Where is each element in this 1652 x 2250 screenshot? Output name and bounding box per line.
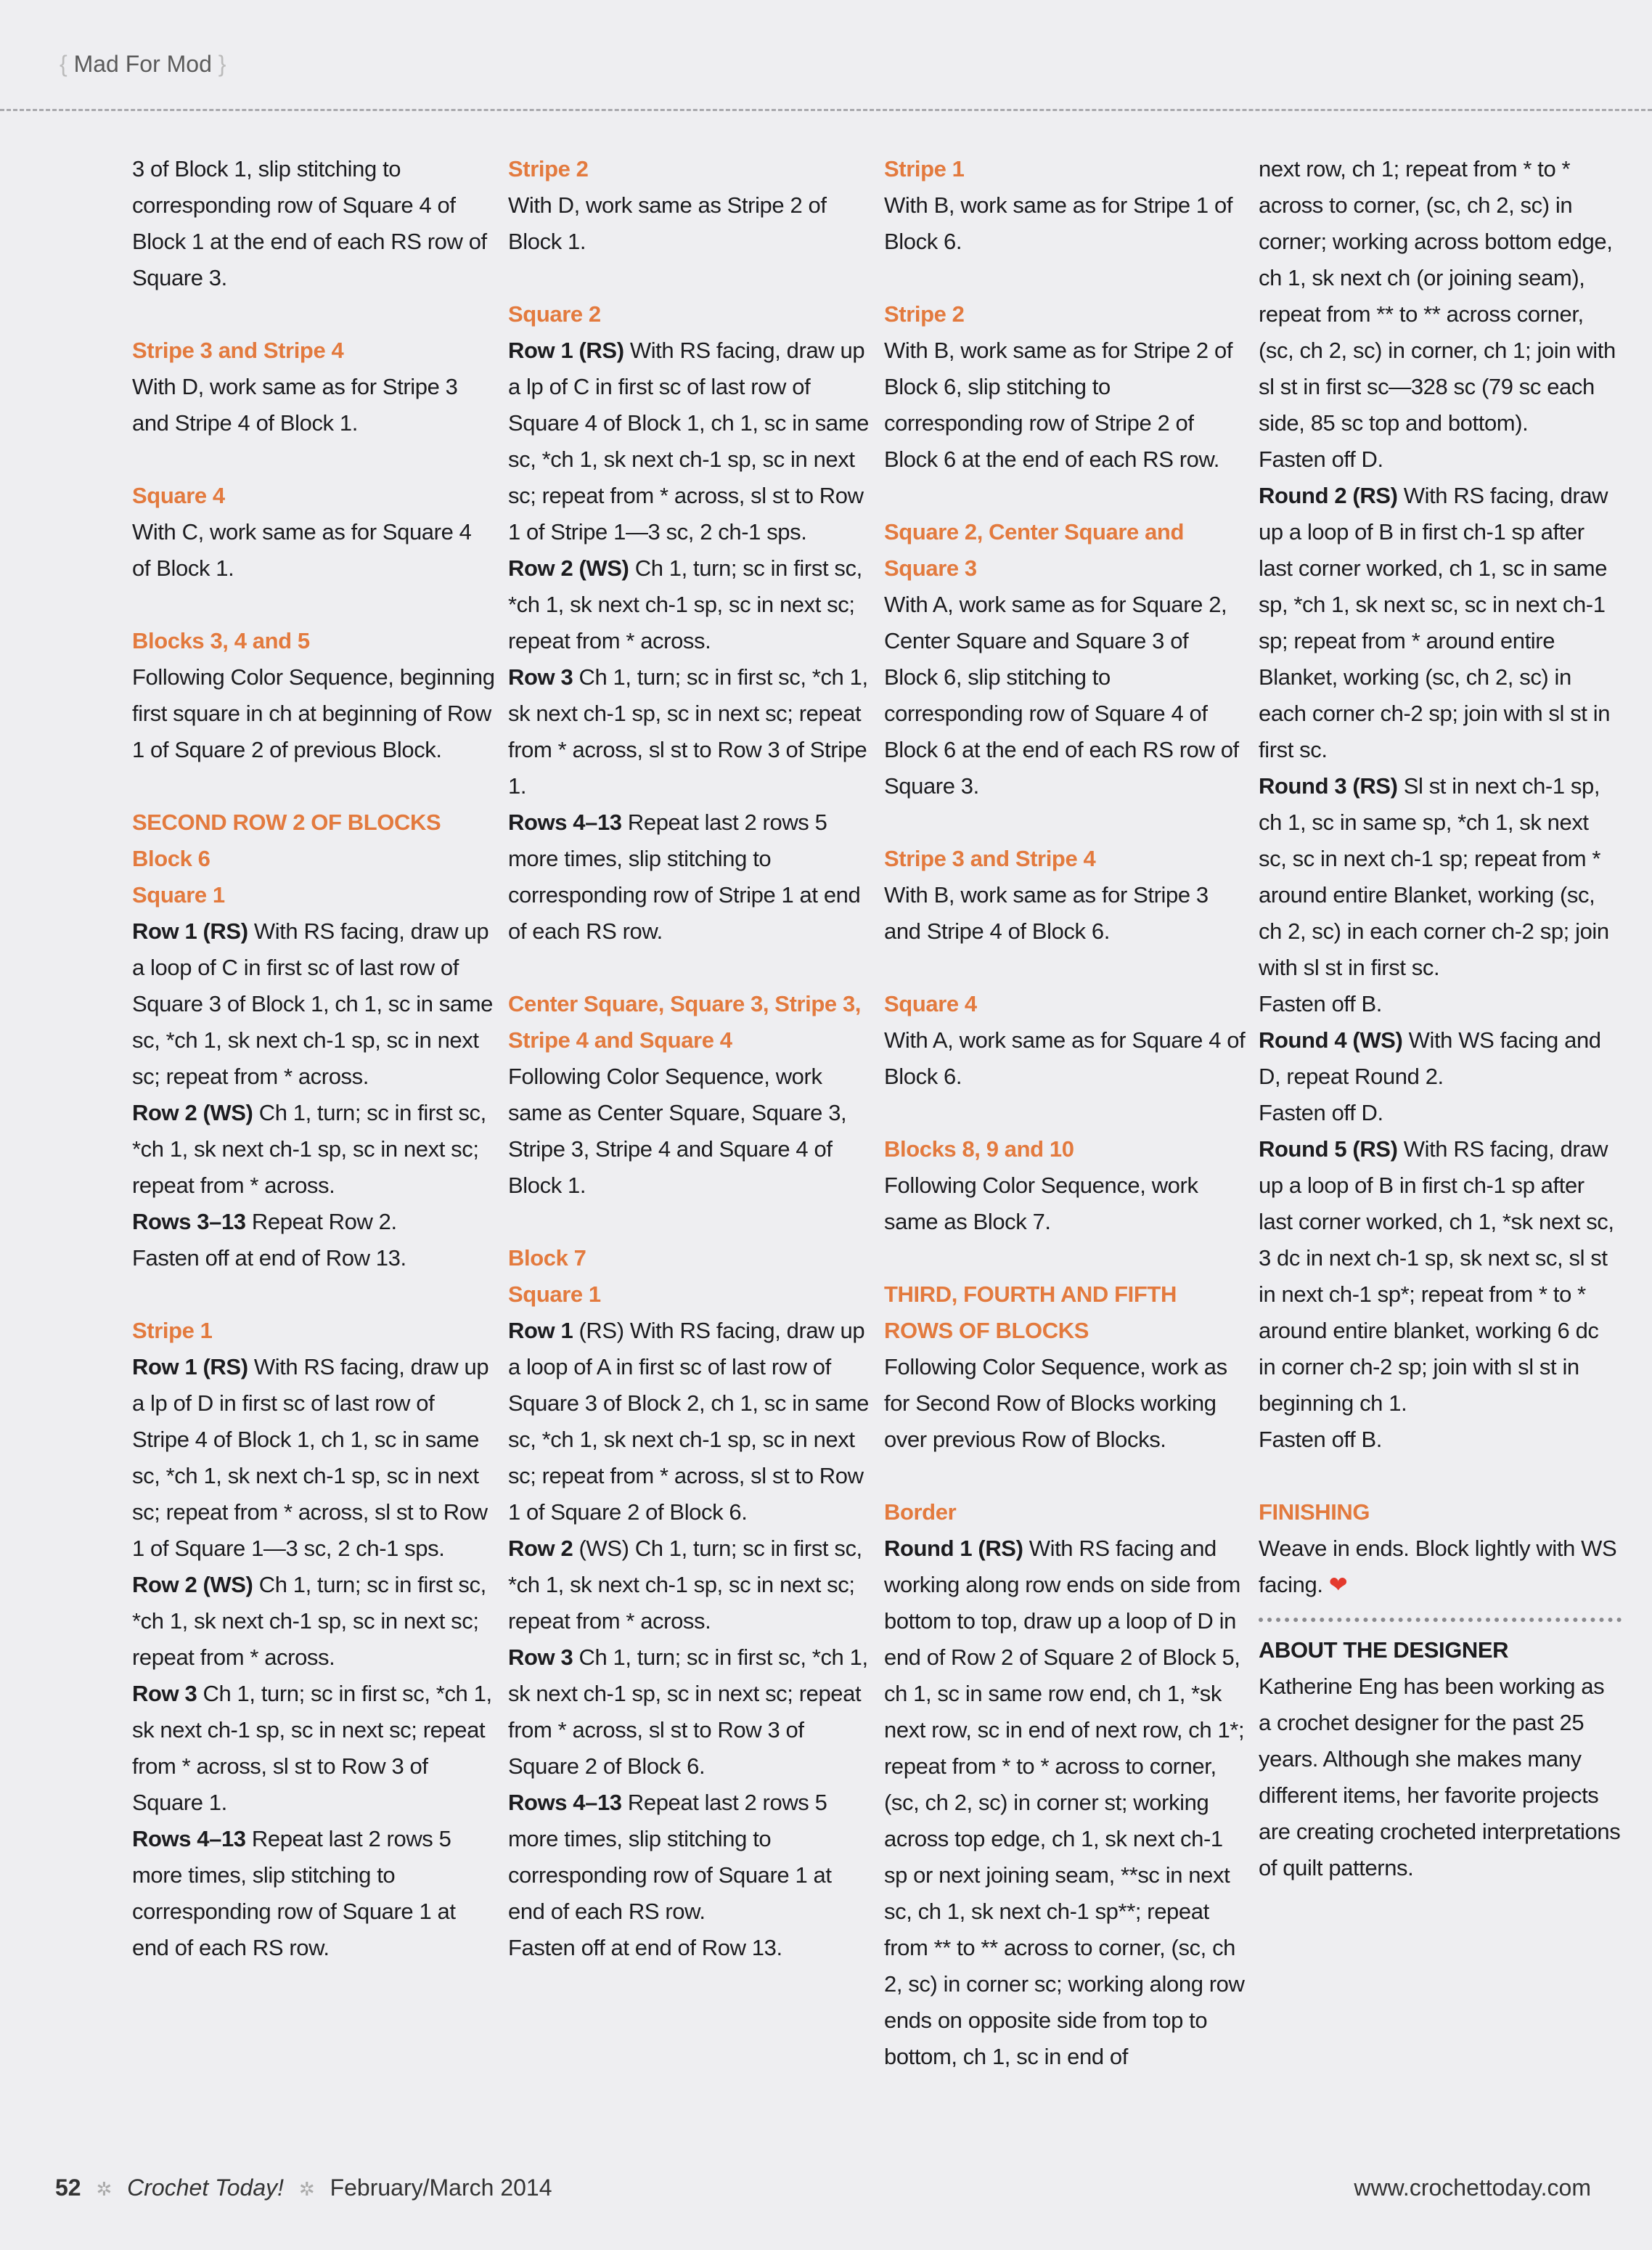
paragraph: Fasten off B. <box>1259 1427 1382 1452</box>
row-text: Ch 1, turn; sc in first sc, *ch 1, sk next ch-1 sp, sc in next sc; repeat from * across, sl st to Row 3 of Square 1. <box>132 1681 492 1815</box>
row-label: Row 2 (WS) <box>132 1572 253 1597</box>
star-icon: ✲ <box>96 2178 113 2200</box>
magazine-title: Crochet Today! <box>127 2174 284 2201</box>
paragraph: next row, ch 1; repeat from * to * across to corner, (sc, ch 2, sc) in corner; working across bottom edge, ch 1, sk next ch (or joining seam), repeat from ** to ** across corner, (sc, ch 2, sc) in corner, ch 1; join with sl st in first sc—328 sc (79 sc each side, 85 sc top and bottom). <box>1259 156 1616 436</box>
heart-icon: ❤ <box>1328 1572 1348 1597</box>
subheading: Stripe 1 <box>884 156 965 182</box>
paragraph: With A, work same as for Square 4 of Block 6. <box>884 1027 1246 1089</box>
row-text: Repeat last 2 rows 5 more times, slip stitching to corresponding row of Stripe 1 at end of each RS row. <box>508 810 861 944</box>
row-label: Round 3 (RS) <box>1259 773 1398 799</box>
instruction-row <box>508 804 871 950</box>
column-4 <box>1259 151 1622 1886</box>
row-text: Repeat Row 2. <box>245 1209 397 1234</box>
paragraph: Fasten off D. <box>1259 1100 1383 1125</box>
row-text: Ch 1, turn; sc in first sc, *ch 1, sk next ch-1 sp, sc in next sc; repeat from * across, sl st to Row 3 of Stripe 1. <box>508 664 868 799</box>
section-heading: SECOND ROW 2 OF BLOCKS <box>132 810 441 835</box>
row-text: (WS) Ch 1, turn; sc in first sc, *ch 1, sk next ch-1 sp, sc in next sc; repeat from * across. <box>508 1536 862 1634</box>
row-text: With RS facing, draw up a loop of B in first ch-1 sp after last corner worked, ch 1, *sk next sc, 3 dc in next ch-1 sp, sk next sc, sl st in next ch-1 sp*; repeat from * to * around entire blanket, working 6 dc in corner ch-2 sp; join with sl st in beginning ch 1. <box>1259 1136 1614 1416</box>
row-text: Ch 1, turn; sc in first sc, *ch 1, sk next ch-1 sp, sc in next sc; repeat from * across. <box>132 1100 486 1198</box>
dotted-divider <box>1259 1618 1622 1622</box>
paragraph: With B, work same as for Stripe 1 of Block 6. <box>884 192 1233 254</box>
designer-heading: ABOUT THE DESIGNER <box>1259 1637 1509 1663</box>
paragraph: Following Color Sequence, work as for Second Row of Blocks working over previous Row of Blocks. <box>884 1354 1227 1452</box>
column-1 <box>132 151 495 1966</box>
section-heading: FINISHING <box>1259 1499 1370 1525</box>
page-footer <box>55 2174 552 2201</box>
row-label: Row 1 (RS) <box>132 918 248 944</box>
row-label: Row 2 (WS) <box>132 1100 253 1125</box>
row-label: Round 2 (RS) <box>1259 483 1398 508</box>
instruction-row <box>132 1095 495 1204</box>
paragraph: Fasten off at end of Row 13. <box>508 1935 782 1960</box>
subheading: Stripe 2 <box>508 156 589 182</box>
paragraph: Following Color Sequence, work same as Center Square, Square 3, Stripe 3, Stripe 4 and Square 4 of Block 1. <box>508 1064 847 1198</box>
paragraph: With B, work same as for Stripe 3 and Stripe 4 of Block 6. <box>884 882 1209 944</box>
paragraph: With A, work same as for Square 2, Center Square and Square 3 of Block 6, slip stitching to corresponding row of Square 4 of Block 6 at the end of each RS row of Square 3. <box>884 592 1239 799</box>
paragraph: Fasten off at end of Row 13. <box>132 1245 406 1271</box>
row-label: Row 3 <box>508 1644 573 1670</box>
subheading: Border <box>884 1499 957 1525</box>
paragraph: Following Color Sequence, beginning first square in ch at beginning of Row 1 of Square 2 of previous Block. <box>132 664 495 762</box>
row-text: Repeat last 2 rows 5 more times, slip stitching to corresponding row of Square 1 at end of each RS row. <box>132 1826 456 1960</box>
instruction-row <box>132 1204 495 1240</box>
instruction-row <box>132 913 495 1095</box>
subheading: Block 6 <box>132 846 210 871</box>
paragraph: With C, work same as for Square 4 of Block 1. <box>132 519 472 581</box>
row-label: Row 2 <box>508 1536 573 1561</box>
row-text: Ch 1, turn; sc in first sc, *ch 1, sk next ch-1 sp, sc in next sc; repeat from * across, sl st to Row 3 of Square 2 of Block 6. <box>508 1644 868 1779</box>
subheading: Stripe 2 <box>884 301 965 327</box>
instruction-row <box>1259 1022 1622 1095</box>
row-text: Ch 1, turn; sc in first sc, *ch 1, sk next ch-1 sp, sc in next sc; repeat from * across. <box>508 555 862 653</box>
instruction-row <box>132 1349 495 1567</box>
instruction-row <box>132 1676 495 1821</box>
row-text: (RS) With RS facing, draw up a loop of A in first sc of last row of Square 3 of Block 2, ch 1, sc in same sc, *ch 1, sk next ch-1 sp, sc in next sc; repeat from * across, sl st to Row 1 of Square 2 of Block 6. <box>508 1318 869 1525</box>
row-label: Row 3 <box>132 1681 197 1706</box>
row-label: Rows 4–13 <box>508 1790 622 1815</box>
row-label: Round 5 (RS) <box>1259 1136 1398 1162</box>
paragraph: Following Color Sequence, work same as Block 7. <box>884 1173 1198 1234</box>
subheading: Square 2, Center Square and Square 3 <box>884 519 1184 581</box>
section-heading: THIRD, FOURTH AND FIFTH ROWS OF BLOCKS <box>884 1281 1177 1343</box>
row-text: With RS facing, draw up a loop of C in first sc of last row of Square 3 of Block 1, ch 1, sc in same sc, *ch 1, sk next ch-1 sp, sc in next sc; repeat from * across. <box>132 918 493 1089</box>
designer-bio: Katherine Eng has been working as a crochet designer for the past 25 years. Although she makes many different items, her favorite projects are creating crocheted interpretations of quilt patterns. <box>1259 1674 1621 1880</box>
instruction-row <box>132 1567 495 1676</box>
row-label: Rows 3–13 <box>132 1209 246 1234</box>
row-text: With RS facing and working along row ends on side from bottom to top, draw up a loop of D in end of Row 2 of Square 2 of Block 5, ch 1, sc in same row end, ch 1, *sk next row, sc in end of next row, ch 1*; repeat from * to * across to corner, (sc, ch 2, sc) in corner st; working across top edge, ch 1, sk next ch-1 sp or next joining seam, **sc in next sc, ch 1, sk next ch-1 sp**; repeat from ** to ** across to corner, (sc, ch 2, sc) in corner sc; working along row ends on opposite side from top to bottom, ch 1, sc in end of <box>884 1536 1245 2069</box>
column-3 <box>884 151 1247 2075</box>
issue-date: February/March 2014 <box>330 2174 552 2201</box>
header-divider <box>0 109 1652 111</box>
row-text: With RS facing, draw up a lp of D in first sc of last row of Stripe 4 of Block 1, ch 1, sc in same sc, *ch 1, sk next ch-1 sp, sc in next sc; repeat from * across, sl st to Row 1 of Square 1—3 sc, 2 ch-1 sps. <box>132 1354 489 1561</box>
instruction-row <box>132 1821 495 1966</box>
paragraph: With D, work same as Stripe 2 of Block 1. <box>508 192 827 254</box>
row-label: Round 4 (WS) <box>1259 1027 1403 1053</box>
paragraph: With D, work same as for Stripe 3 and Stripe 4 of Block 1. <box>132 374 458 436</box>
paragraph: Fasten off D. <box>1259 447 1383 472</box>
row-label: Row 3 <box>508 664 573 690</box>
row-label: Round 1 (RS) <box>884 1536 1023 1561</box>
instruction-row <box>1259 1131 1622 1422</box>
instruction-row <box>1259 768 1622 986</box>
subheading: Block 7 <box>508 1245 586 1271</box>
website-url[interactable]: www.crochettoday.com <box>1354 2174 1591 2201</box>
subheading: Center Square, Square 3, Stripe 3, Stripe 4 and Square 4 <box>508 991 862 1053</box>
instruction-row <box>508 550 871 659</box>
instruction-row <box>884 1530 1247 2075</box>
instruction-row <box>508 333 871 550</box>
subheading: Stripe 3 and Stripe 4 <box>132 338 344 363</box>
row-text: Sl st in next ch-1 sp, ch 1, sc in same sp, *ch 1, sk next sc, sc in next ch-1 sp; repeat from * around entire Blanket, working (sc, ch 2, sc) in each corner ch-2 sp; join with sl st in first sc. <box>1259 773 1609 980</box>
finishing-text: Weave in ends. Block lightly with WS facing. <box>1259 1536 1617 1597</box>
star-icon: ✲ <box>298 2178 315 2200</box>
instruction-row <box>1259 478 1622 768</box>
subheading: Square 2 <box>508 301 601 327</box>
subheading: Stripe 1 <box>132 1318 213 1343</box>
instruction-row <box>508 1639 871 1785</box>
subheading: Blocks 8, 9 and 10 <box>884 1136 1074 1162</box>
page-number: 52 <box>55 2174 81 2201</box>
instruction-row <box>508 1785 871 1930</box>
instruction-row <box>508 1530 871 1639</box>
row-text: Ch 1, turn; sc in first sc, *ch 1, sk next ch-1 sp, sc in next sc; repeat from * across. <box>132 1572 486 1670</box>
row-label: Row 1 (RS) <box>508 338 624 363</box>
row-label: Row 2 (WS) <box>508 555 629 581</box>
row-label: Row 1 <box>508 1318 573 1343</box>
subheading: Stripe 3 and Stripe 4 <box>884 846 1096 871</box>
row-label: Rows 4–13 <box>132 1826 246 1851</box>
row-text: With RS facing, draw up a lp of C in first sc of last row of Square 4 of Block 1, ch 1, sc in same sc, *ch 1, sk next ch-1 sp, sc in next sc; repeat from * across, sl st to Row 1 of Stripe 1—3 sc, 2 ch-1 sps. <box>508 338 869 545</box>
subheading: Square 1 <box>508 1281 601 1307</box>
paragraph: Fasten off B. <box>1259 991 1382 1016</box>
instruction-row <box>508 659 871 804</box>
paragraph: With B, work same as for Stripe 2 of Block 6, slip stitching to corresponding row of Stripe 2 of Block 6 at the end of each RS row. <box>884 338 1233 472</box>
row-label: Row 1 (RS) <box>132 1354 248 1379</box>
column-2 <box>508 151 871 1966</box>
row-text: With RS facing, draw up a loop of B in first ch-1 sp after last corner worked, ch 1, sc in same sp, *ch 1, sk next sc, sc in next ch-1 sp; repeat from * around entire Blanket, working (sc, ch 2, sc) in each corner ch-2 sp; join with sl st in first sc. <box>1259 483 1611 762</box>
header-bracket-close: } <box>218 51 226 77</box>
paragraph <box>1259 1530 1622 1603</box>
section-header <box>60 51 226 78</box>
row-text: Repeat last 2 rows 5 more times, slip stitching to corresponding row of Square 1 at end of each RS row. <box>508 1790 832 1924</box>
instruction-row <box>508 1313 871 1530</box>
row-text: With WS facing and D, repeat Round 2. <box>1259 1027 1601 1089</box>
row-label: Rows 4–13 <box>508 810 622 835</box>
subheading: Square 4 <box>884 991 977 1016</box>
subheading: Square 4 <box>132 483 225 508</box>
subheading: Square 1 <box>132 882 225 908</box>
paragraph: 3 of Block 1, slip stitching to corresponding row of Square 4 of Block 1 at the end of each RS row of Square 3. <box>132 156 487 290</box>
header-bracket-open: { <box>60 51 68 77</box>
subheading: Blocks 3, 4 and 5 <box>132 628 310 653</box>
header-section-title: Mad For Mod <box>73 51 212 77</box>
